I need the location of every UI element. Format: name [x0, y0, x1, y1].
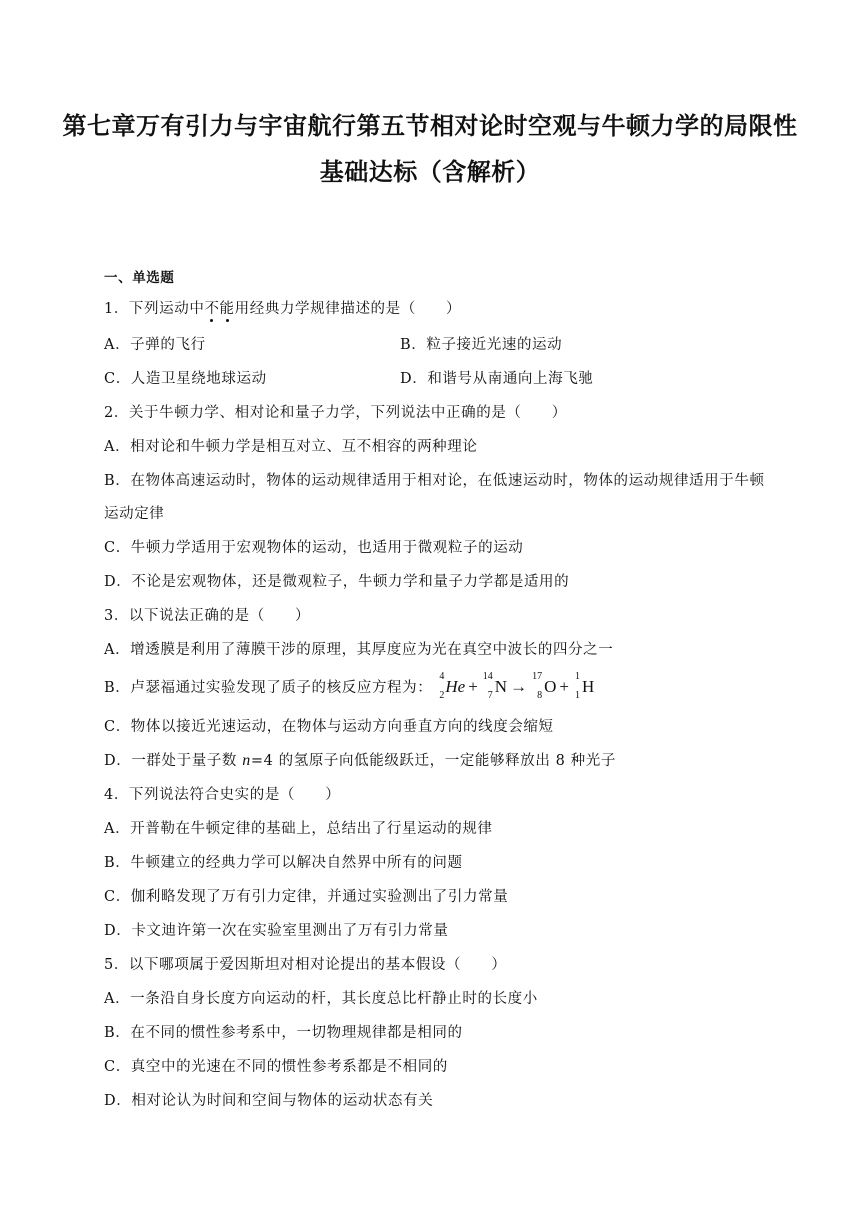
hydrogen-charge-number: 1 — [574, 690, 580, 701]
formula-arrow: → — [510, 677, 528, 696]
hydrogen-mass-number: 1 — [574, 671, 580, 682]
question-1-emphasis-char-1: 不 — [204, 301, 220, 317]
document-title-line-1: 第七章万有引力与宇宙航行第五节相对论时空观与牛顿力学的局限性 — [62, 111, 798, 140]
question-1-option-b: B．粒子接近光速的运动 — [400, 337, 563, 353]
question-1-option-c: C．人造卫星绕地球运动 — [104, 371, 267, 387]
question-5-option-c: C．真空中的光速在不同的惯性参考系都是不相同的 — [104, 1059, 448, 1075]
helium-charge-number: 2 — [439, 690, 445, 701]
question-4-option-c: C．伽利略发现了万有引力定律，并通过实验测出了引力常量 — [104, 889, 509, 905]
nitrogen-mass-number: 14 — [482, 671, 493, 682]
question-2-option-b-line-2: 运动定律 — [104, 506, 165, 522]
question-3-option-c: C．物体以接近光速运动，在物体与运动方向垂直方向的线度会缩短 — [104, 719, 554, 735]
question-3-option-b-prefix: B．卢瑟福通过实验发现了质子的核反应方程为： — [104, 680, 433, 696]
question-4-option-d: D．卡文迪许第一次在实验室里测出了万有引力常量 — [104, 923, 449, 939]
section-heading: 一、单选题 — [104, 270, 175, 286]
question-2-option-c: C．牛顿力学适用于宏观物体的运动，也适用于微观粒子的运动 — [104, 540, 524, 556]
question-1-option-a: A．子弹的飞行 — [104, 337, 206, 353]
question-5-option-d: D．相对论认为时间和空间与物体的运动状态有关 — [104, 1093, 434, 1109]
helium-symbol: He — [445, 677, 466, 696]
question-2-option-b-line-1: B．在物体高速运动时，物体的运动规律适用于相对论，在低速运动时，物体的运动规律适用于牛顿 — [104, 473, 765, 489]
question-1-option-d: D．和谐号从南通向上海飞驰 — [400, 371, 594, 387]
question-3-option-d-part-1: D．一群处于量子数 — [104, 753, 243, 769]
question-5-option-b: B．在不同的惯性参考系中，一切物理规律都是相同的 — [104, 1025, 463, 1041]
question-4-option-a: A．开普勒在牛顿定律的基础上，总结出了行星运动的规律 — [104, 821, 493, 837]
quantum-number-symbol: n — [242, 752, 251, 769]
formula-plus-2: + — [559, 677, 569, 696]
question-3-option-b — [104, 671, 595, 701]
question-2-option-d: D．不论是宏观物体，还是微观粒子，牛顿力学和量子力学都是适用的 — [104, 574, 570, 590]
helium-mass-number: 4 — [439, 671, 445, 682]
question-4-option-b: B．牛顿建立的经典力学可以解决自然界中所有的问题 — [104, 855, 463, 871]
oxygen-symbol: O — [544, 677, 557, 696]
nitrogen-charge-number: 7 — [487, 690, 493, 701]
nuclear-reaction-formula — [432, 671, 595, 701]
question-3-stem: 3．以下说法正确的是（ ） — [104, 608, 311, 624]
question-1-stem-part-1: 1．下列运动中 — [104, 301, 205, 317]
question-5-stem: 5．以下哪项属于爱因斯坦对相对论提出的基本假设（ ） — [104, 957, 507, 973]
oxygen-mass-number: 17 — [532, 671, 543, 682]
question-5-option-a: A．一条沿自身长度方向运动的杆，其长度总比杆静止时的长度小 — [104, 991, 538, 1007]
question-3-option-d — [104, 750, 616, 772]
document-title-line-2: 基础达标（含解析） — [319, 157, 541, 186]
question-4-stem: 4．下列说法符合史实的是（ ） — [104, 787, 341, 803]
question-1-emphasis-char-2: 能 — [219, 301, 235, 317]
question-3-option-a: A．增透膜是利用了薄膜干涉的原理，其厚度应为光在真空中波长的四分之一 — [104, 642, 614, 658]
question-3-option-d-part-2: =4 的氢原子向低能级跃迁，一定能够释放出 8 种光子 — [250, 753, 616, 769]
question-2-option-a: A．相对论和牛顿力学是相互对立、互不相容的两种理论 — [104, 439, 478, 455]
oxygen-charge-number: 8 — [537, 690, 543, 701]
question-1-stem-part-2: 用经典力学规律描述的是（ ） — [234, 301, 462, 317]
question-2-stem: 2．关于牛顿力学、相对论和量子力学，下列说法中正确的是（ ） — [104, 405, 567, 421]
formula-plus-1: + — [468, 677, 478, 696]
nitrogen-symbol: N — [494, 677, 508, 696]
hydrogen-symbol: H — [581, 677, 595, 696]
question-1-stem — [104, 298, 461, 320]
